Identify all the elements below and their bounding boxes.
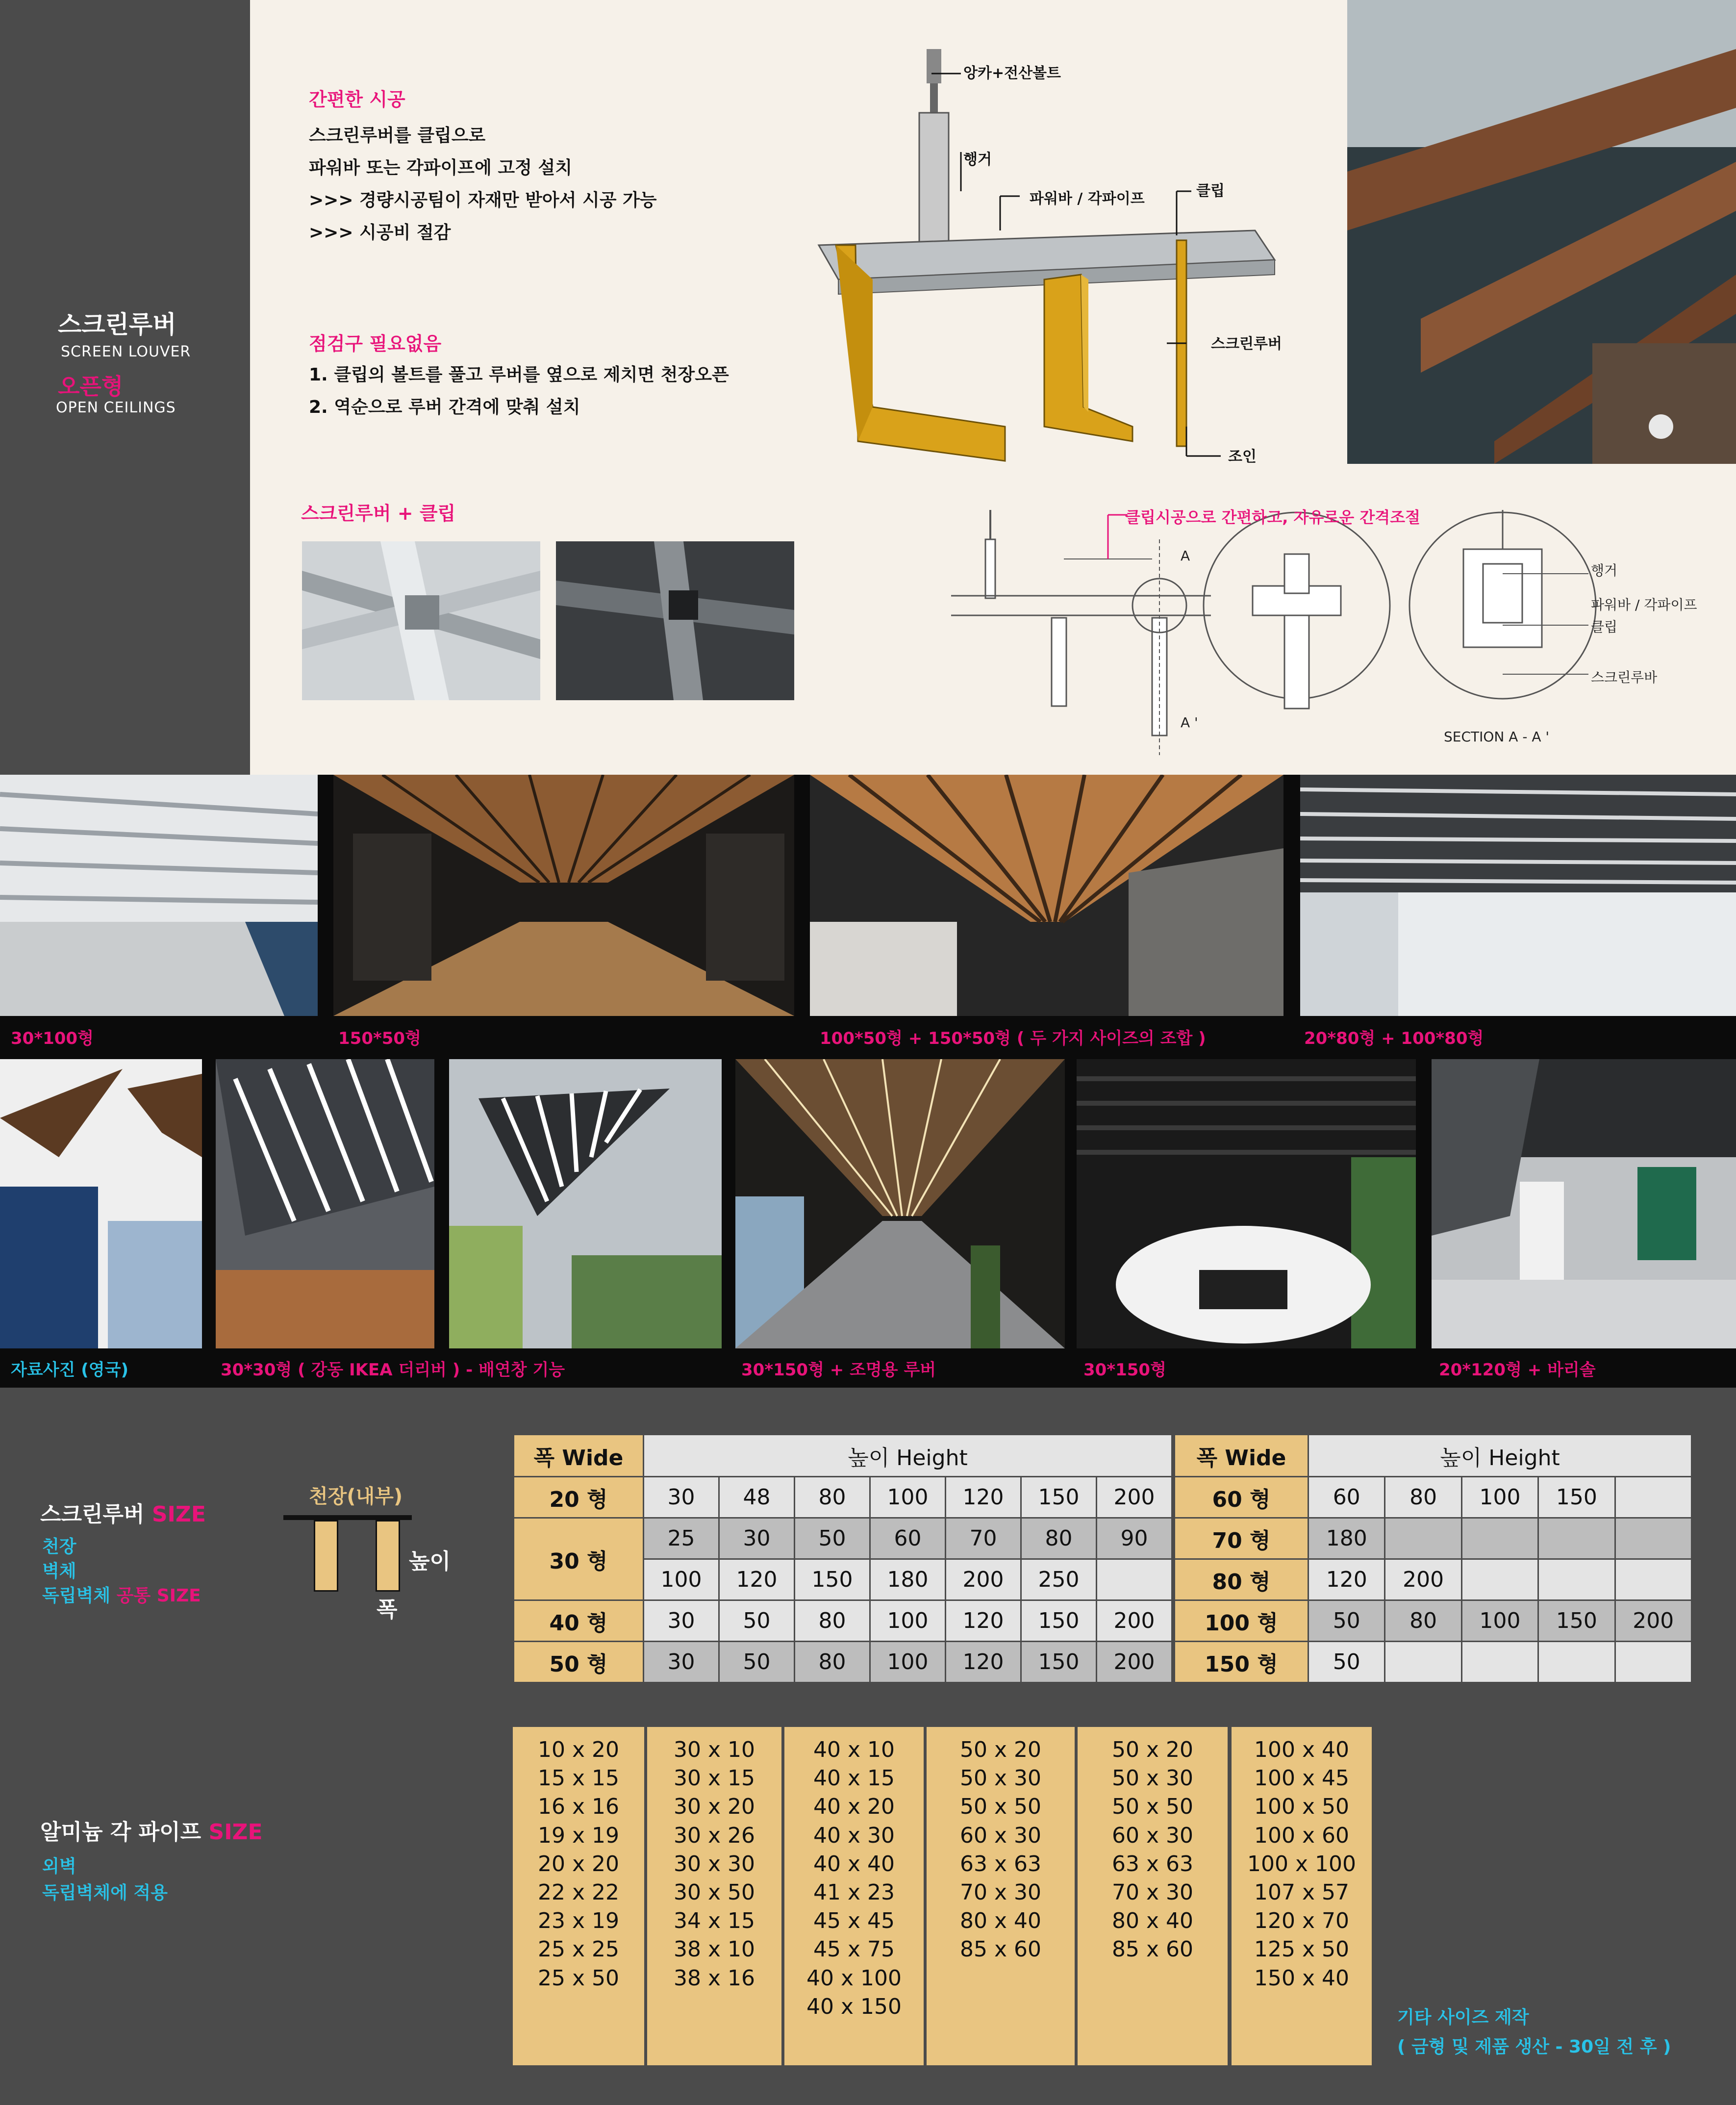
pipe-size-value: 50 x 50: [960, 1794, 1041, 1820]
pipe-size-value: 100 x 45: [1254, 1766, 1349, 1791]
height-cell: [1538, 1559, 1615, 1600]
height-cell: 70: [946, 1518, 1021, 1559]
height-cell: [1615, 1559, 1691, 1600]
height-cell: 60: [1308, 1477, 1385, 1518]
caption-row1: 30*100형: [11, 1029, 94, 1048]
side-type-en: OPEN CEILINGS: [56, 399, 176, 416]
header-height: 높이 Height: [644, 1435, 1172, 1477]
width-cell: 40 형: [514, 1600, 644, 1642]
pipe-size-value: 80 x 40: [1112, 1908, 1193, 1934]
install-line: >>> 시공비 절감: [309, 223, 451, 243]
height-cell: [1538, 1518, 1615, 1559]
inspect-lines: [309, 359, 729, 424]
install-line: >>> 경량시공팀이 자재만 받아서 시공 가능: [309, 190, 657, 210]
height-cell: 30: [644, 1642, 719, 1683]
caption-row1: 20*80형 + 100*80형: [1304, 1029, 1484, 1048]
width-cell: 150 형: [1175, 1642, 1308, 1683]
height-cell: 80: [1385, 1600, 1461, 1642]
pipe-size-value: 63 x 63: [1112, 1851, 1193, 1877]
label-louver: 스크린루버: [1211, 335, 1282, 353]
photo-20x80-100x80: [1300, 775, 1736, 1016]
height-cell: 80: [795, 1477, 870, 1518]
louver-ceiling-photo: [1347, 0, 1736, 464]
caption-row2: 30*30형 ( 강동 IKEA 더리버 ) - 배연창 기능: [221, 1360, 565, 1380]
pipe-size-value: 30 x 50: [674, 1880, 755, 1905]
height-cell: 200: [1097, 1600, 1172, 1642]
pipe-size-value: 100 x 100: [1247, 1851, 1356, 1877]
pipe-size-value: 40 x 30: [813, 1823, 895, 1848]
pipe-size-value: 85 x 60: [1112, 1937, 1193, 1962]
caption-row1: 150*50형: [338, 1029, 421, 1048]
width-cell: 100 형: [1175, 1600, 1308, 1642]
pipe-size-value: 45 x 75: [813, 1937, 895, 1962]
height-cell: 100: [870, 1642, 946, 1683]
section-a-bottom: A ': [1181, 714, 1198, 731]
pipe-size-value: 50 x 50: [1112, 1794, 1193, 1820]
caption-row1: 100*50형 + 150*50형 ( 두 가지 사이즈의 조합 ): [820, 1029, 1206, 1048]
height-cell: [1538, 1642, 1615, 1683]
pipe-size-value: 30 x 26: [674, 1823, 755, 1848]
photo-30x100: [0, 775, 318, 1016]
height-cell: 150: [1021, 1642, 1097, 1683]
louver-3d-diagram: [814, 34, 1304, 476]
size-apply-item: 독립벽체: [42, 1586, 111, 1606]
pipe-size-value: 25 x 50: [538, 1965, 619, 1991]
height-cell: 120: [1308, 1559, 1385, 1600]
pipe-size-value: 30 x 30: [674, 1851, 755, 1877]
louver-size-table-left: [513, 1434, 1173, 1683]
diag-louver-2: [376, 1520, 400, 1592]
clip-photo-1: [302, 541, 540, 700]
height-cell: [1461, 1559, 1538, 1600]
pipe-size-value: 150 x 40: [1254, 1965, 1349, 1991]
pipe-size-value: 10 x 20: [538, 1737, 619, 1762]
pipe-size-value: 50 x 30: [960, 1766, 1041, 1791]
section-label-clip: 클립: [1591, 619, 1618, 635]
install-line: 파워바 또는 각파이프에 고정 설치: [309, 158, 572, 178]
height-cell: 250: [1021, 1559, 1097, 1600]
header-wide: 폭 Wide: [514, 1435, 644, 1477]
pipe-size-value: 40 x 40: [813, 1851, 895, 1877]
width-cell: 70 형: [1175, 1518, 1308, 1559]
etc-line: ( 금형 및 제품 생산 - 30일 전 후 ): [1397, 2037, 1671, 2057]
pipe-size-value: 40 x 20: [813, 1794, 895, 1820]
pipe-size-value: 63 x 63: [960, 1851, 1041, 1877]
side-panel: [0, 0, 250, 775]
height-cell: 80: [1021, 1518, 1097, 1559]
height-cell: [1615, 1642, 1691, 1683]
louver-size-table-right: [1174, 1434, 1692, 1683]
label-hanger: 행거: [963, 151, 992, 168]
height-cell: 80: [1385, 1477, 1461, 1518]
height-cell: [1385, 1518, 1461, 1559]
section-note-text: 클립시공으로 간편하고, 자유로운 간격조절: [1125, 508, 1420, 527]
photo-30x30-ikea-1: [216, 1059, 434, 1348]
height-cell: 30: [644, 1600, 719, 1642]
height-cell: 120: [946, 1642, 1021, 1683]
clip-head: 스크린루버 + 클립: [301, 503, 456, 524]
height-cell: [1615, 1477, 1691, 1518]
height-cell: 150: [1021, 1600, 1097, 1642]
height-cell: 120: [946, 1600, 1021, 1642]
height-cell: 150: [1538, 1600, 1615, 1642]
section-label-powerbar: 파워바 / 각파이프: [1591, 597, 1697, 613]
height-cell: 50: [795, 1518, 870, 1559]
pipe-size-value: 30 x 10: [674, 1737, 755, 1762]
pipe-size-value: 15 x 15: [538, 1766, 619, 1791]
pipe-apply: [42, 1853, 168, 1906]
diag-ceiling-label: 천장(내부): [309, 1485, 403, 1508]
photo-30x150-car: [1077, 1059, 1416, 1348]
pipe-size-value: 34 x 15: [674, 1908, 755, 1934]
section-label-louver: 스크린루바: [1591, 669, 1658, 685]
height-cell: 80: [795, 1642, 870, 1683]
pipe-size-value: 60 x 30: [960, 1823, 1041, 1848]
pipe-size-value: 38 x 16: [674, 1965, 755, 1991]
inspect-head: 점검구 필요없음: [309, 333, 442, 355]
height-cell: 100: [644, 1559, 719, 1600]
caption-row2: 20*120형 + 바리솔: [1439, 1360, 1596, 1380]
photo-30x150-lighting: [735, 1059, 1065, 1348]
pipe-size-column: [784, 1727, 924, 2065]
header-height: 높이 Height: [1308, 1435, 1692, 1477]
pipe-size-value: 16 x 16: [538, 1794, 619, 1820]
section-note: [1125, 505, 1420, 528]
pipe-size-value: 30 x 20: [674, 1794, 755, 1820]
height-cell: [1097, 1559, 1172, 1600]
clip-photo-2: [556, 541, 794, 700]
pipe-title-text: 알미늄 각 파이프: [40, 1820, 201, 1845]
section-title: SECTION A - A ': [1444, 729, 1550, 745]
height-cell: 200: [1097, 1642, 1172, 1683]
height-cell: [1615, 1518, 1691, 1559]
pipe-size-value: 100 x 50: [1254, 1794, 1349, 1820]
pipe-size-value: 107 x 57: [1254, 1880, 1349, 1905]
pipe-size-value: 45 x 45: [813, 1908, 895, 1934]
etc-note: [1397, 2003, 1671, 2062]
pipe-size-value: 120 x 70: [1254, 1908, 1349, 1934]
etc-line: 기타 사이즈 제작: [1397, 2007, 1529, 2028]
pipe-size-value: 85 x 60: [960, 1937, 1041, 1962]
height-cell: 100: [870, 1600, 946, 1642]
size-apply-item: 벽체: [42, 1561, 76, 1581]
pipe-title: [40, 1814, 263, 1846]
pipe-size-value: 23 x 19: [538, 1908, 619, 1934]
size-title-accent: SIZE: [151, 1502, 206, 1527]
height-cell: 180: [1308, 1518, 1385, 1559]
pipe-apply-item: 외벽: [42, 1856, 76, 1877]
height-cell: [1461, 1518, 1538, 1559]
size-title-text: 스크린루버: [40, 1502, 145, 1527]
pipe-size-column: [647, 1727, 781, 2065]
height-cell: [1461, 1642, 1538, 1683]
photo-150x50: [333, 775, 794, 1016]
height-cell: 200: [946, 1559, 1021, 1600]
side-subtitle-en: SCREEN LOUVER: [61, 343, 191, 360]
pipe-size-value: 125 x 50: [1254, 1937, 1349, 1962]
pipe-size-value: 50 x 30: [1112, 1766, 1193, 1791]
size-apply: [42, 1535, 201, 1608]
section-label-hanger: 행거: [1591, 562, 1618, 579]
height-cell: 50: [719, 1600, 795, 1642]
header-wide: 폭 Wide: [1175, 1435, 1308, 1477]
width-cell: 30 형: [514, 1518, 644, 1600]
inspect-line: 2. 역순으로 루버 간격에 맞춰 설치: [309, 397, 580, 417]
width-cell: 50 형: [514, 1642, 644, 1683]
pipe-size-value: 50 x 20: [1112, 1737, 1193, 1762]
height-cell: 30: [644, 1477, 719, 1518]
side-title: 스크린루버: [58, 310, 176, 339]
pipe-size-column: [1232, 1727, 1372, 2065]
height-cell: 150: [795, 1559, 870, 1600]
label-anchor: 앙카+전산볼트: [963, 65, 1061, 82]
photo-uk-reference: [0, 1059, 202, 1348]
pipe-size-column: [1078, 1727, 1228, 2065]
photo-100x50-150x50: [810, 775, 1283, 1016]
pipe-size-value: 100 x 60: [1254, 1823, 1349, 1848]
pipe-size-value: 40 x 15: [813, 1766, 895, 1791]
height-cell: 200: [1615, 1600, 1691, 1642]
size-apply-item: 천장: [42, 1537, 76, 1557]
height-cell: 120: [719, 1559, 795, 1600]
pipe-size-value: 38 x 10: [674, 1937, 755, 1962]
pipe-size-value: 50 x 20: [960, 1737, 1041, 1762]
pipe-size-value: 22 x 22: [538, 1880, 619, 1905]
pipe-size-value: 41 x 23: [813, 1880, 895, 1905]
height-cell: [1385, 1642, 1461, 1683]
height-cell: 200: [1097, 1477, 1172, 1518]
height-cell: 180: [870, 1559, 946, 1600]
height-cell: 50: [719, 1642, 795, 1683]
width-cell: 60 형: [1175, 1477, 1308, 1518]
height-cell: 25: [644, 1518, 719, 1559]
section-a-top: A: [1181, 548, 1190, 564]
pipe-size-value: 25 x 25: [538, 1937, 619, 1962]
caption-row2: 30*150형 + 조명용 루버: [741, 1360, 936, 1380]
height-cell: 200: [1385, 1559, 1461, 1600]
height-cell: 150: [1538, 1477, 1615, 1518]
diag-ceiling-line: [283, 1515, 412, 1520]
size-apply-accent: 공통 SIZE: [116, 1586, 201, 1606]
pipe-size-column: [513, 1727, 644, 2065]
pipe-size-value: 30 x 15: [674, 1766, 755, 1791]
height-cell: 30: [719, 1518, 795, 1559]
height-cell: 50: [1308, 1600, 1385, 1642]
diag-width-label: 폭: [377, 1597, 398, 1622]
height-cell: 60: [870, 1518, 946, 1559]
install-lines: [309, 120, 657, 249]
pipe-size-value: 60 x 30: [1112, 1823, 1193, 1848]
photo-20x120-barrisol: [1432, 1059, 1736, 1348]
pipe-size-value: 70 x 30: [1112, 1880, 1193, 1905]
install-line: 스크린루버를 클립으로: [309, 126, 486, 146]
height-cell: 150: [1021, 1477, 1097, 1518]
caption-row2: 30*150형: [1083, 1360, 1166, 1380]
pipe-size-value: 40 x 150: [806, 1994, 902, 2019]
pipe-size-value: 19 x 19: [538, 1823, 619, 1848]
height-cell: 48: [719, 1477, 795, 1518]
pipe-size-value: 80 x 40: [960, 1908, 1041, 1934]
diag-height-label: 높이: [409, 1549, 451, 1574]
pipe-size-column: [927, 1727, 1075, 2065]
pipe-size-value: 100 x 40: [1254, 1737, 1349, 1762]
photo-30x30-ikea-2: [449, 1059, 722, 1348]
diag-louver-1: [314, 1520, 338, 1592]
label-powerbar: 파워바 / 각파이프: [1030, 190, 1145, 207]
pipe-title-accent: SIZE: [208, 1820, 263, 1845]
pipe-size-value: 40 x 100: [806, 1965, 902, 1991]
pipe-size-value: 40 x 10: [813, 1737, 895, 1762]
inspect-line: 1. 클립의 볼트를 풀고 루버를 옆으로 제치면 천장오픈: [309, 365, 729, 385]
width-cell: 20 형: [514, 1477, 644, 1518]
height-cell: 90: [1097, 1518, 1172, 1559]
height-cell: 80: [795, 1600, 870, 1642]
size-title: [40, 1496, 206, 1528]
side-type: 오픈형: [58, 373, 124, 400]
caption-row2: 자료사진 (영국): [11, 1360, 128, 1380]
label-clip: 클립: [1196, 182, 1225, 200]
width-cell: 80 형: [1175, 1559, 1308, 1600]
pipe-size-value: 70 x 30: [960, 1880, 1041, 1905]
height-cell: 120: [946, 1477, 1021, 1518]
height-cell: 100: [1461, 1477, 1538, 1518]
pipe-size-value: 20 x 20: [538, 1851, 619, 1877]
height-cell: 100: [1461, 1600, 1538, 1642]
label-joint: 조인: [1228, 448, 1257, 465]
height-cell: 100: [870, 1477, 946, 1518]
install-head: 간편한 시공: [309, 89, 405, 110]
pipe-apply-item: 독립벽체에 적용: [42, 1883, 168, 1903]
height-cell: 50: [1308, 1642, 1385, 1683]
